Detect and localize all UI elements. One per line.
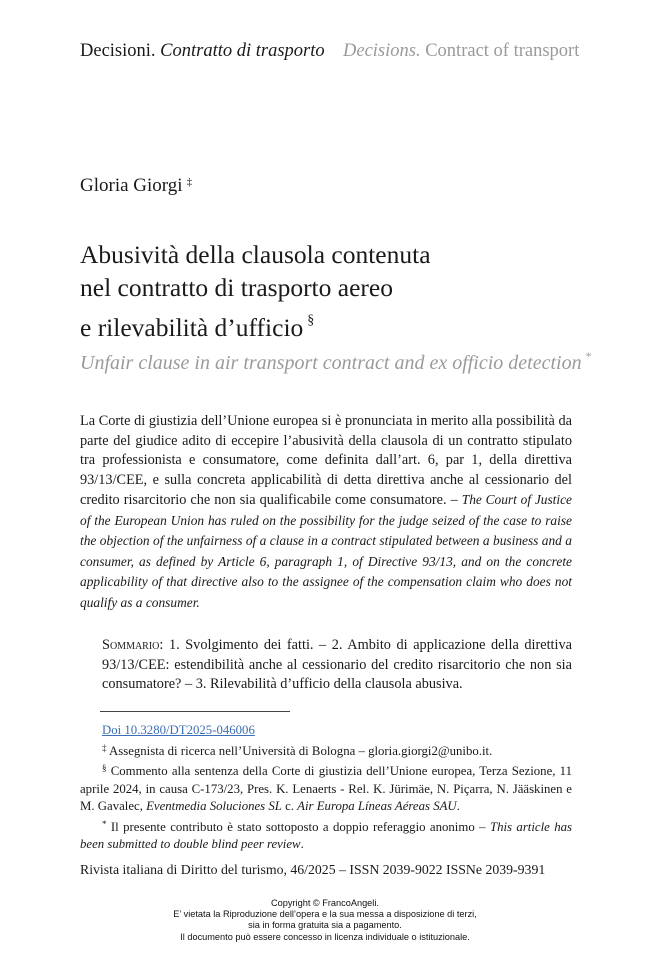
copyright-line: E’ vietata la Riproduzione dell’opera e la sua messa a disposizione di terzi, — [173, 909, 477, 920]
title-line: nel contratto di trasporto aereo — [80, 273, 393, 302]
copyright-line: sia in forma gratuita sia a pagamento. — [248, 920, 402, 931]
footnote-comment-end: . — [456, 799, 460, 813]
article-title — [80, 238, 580, 344]
footnote-author-mark: ‡ — [102, 742, 107, 753]
running-header-left — [80, 41, 325, 62]
copyright-notice — [110, 898, 540, 943]
footnotes — [80, 722, 572, 854]
abstract — [80, 412, 572, 613]
summary-text: : 1. Svolgimento dei fatti. – 2. Ambito di applicazione della direttiva 93/13/CEE: estendibilità anche al cessionario del credito risarcitorio che non sia consumatore? – 3. Rilevabilità d’ufficio della clausola abusiva. — [102, 637, 572, 692]
running-header-right — [343, 41, 579, 62]
subtitle-text: Unfair clause in air transport contract and ex officio detection — [80, 352, 582, 374]
footnote-author-text: Assegnista di ricerca nell’Università di Bologna – gloria.giorgi2@unibo.it. — [109, 743, 493, 758]
party-versus: c. — [285, 799, 294, 813]
header-topic: Contratto di trasporto — [160, 41, 325, 61]
subtitle-footnote-mark: * — [585, 349, 592, 363]
article-subtitle — [80, 349, 592, 375]
summary-label: Sommario — [102, 637, 160, 653]
summary — [102, 636, 572, 695]
footnote-comment — [80, 760, 572, 816]
header-topic-en: Contract of transport — [425, 41, 580, 61]
footnote-review — [80, 816, 572, 854]
title-line-text: e rilevabilità d’ufficio — [80, 313, 304, 342]
party-claimant: Eventmedia Soluciones SL — [146, 799, 282, 813]
copyright-line: Il documento può essere concesso in licenza individuale o istituzionale. — [180, 931, 470, 942]
footnote-review-mark: * — [102, 818, 107, 829]
footnote-divider — [100, 711, 290, 712]
author-name: Gloria Giorgi — [80, 175, 183, 196]
footnote-review-italian: Il presente contributo è stato sottoposto a doppio referaggio anonimo – — [110, 819, 486, 834]
footnote-comment-text: Commento alla sentenza della Corte di giustizia dell’Unione europea, Terza Sezione, 11 aprile 2024, in causa C-173/23, Pres. K. Lenaerts - Rel. K. Jürimäe, N. Piçarra, N. Jääskinen e M. Gavalec, — [80, 764, 573, 813]
title-footnote-mark: § — [307, 313, 315, 328]
header-section-en: Decisions. — [343, 41, 421, 61]
author-footnote-mark: ‡ — [186, 176, 193, 188]
footnote-author — [80, 740, 572, 761]
copyright-line: Copyright © FrancoAngeli. — [271, 898, 379, 908]
author-line — [80, 175, 192, 197]
title-line: Abusività della clausola contenuta — [80, 240, 431, 269]
footnote-comment-mark: § — [102, 763, 107, 773]
footnote-review-end: . — [300, 837, 304, 851]
abstract-english: The Court of Justice of the European Union has ruled on the possibility for the judge seized of the case to raise the objection of the unfairness of a clause in a contract stipulated between a business and a consumer, as defined by Article 6, paragraph 1, of Directive 93/13, and on the concrete applicability of that directive also to the assignee of the compensation claim who does not qualify as a consumer. — [80, 492, 572, 610]
doi-link[interactable]: Doi 10.3280/DT2025-046006 — [102, 723, 255, 737]
header-section: Decisioni. — [80, 41, 156, 61]
party-defendant: Air Europa Líneas Aéreas SAU — [297, 799, 457, 813]
abstract-italian: La Corte di giustizia dell’Unione europea si è pronunciata in merito alla possibilità da parte del giudice adito di eccepire l’abusività della clausola di un contratto stipulato tra professionista e consumatore, come definita dall’art. 6, par 1, della direttiva 93/13/CEE, e sulla concreta applicabilità di detta direttiva anche al cessionario del credito risarcitorio che non sia qualificabile come consumatore. – — [80, 413, 572, 508]
footnote-review-english: This article has been submitted to double blind peer review — [80, 819, 573, 851]
title-line — [80, 304, 580, 344]
journal-citation: Rivista italiana di Diritto del turismo, 46/2025 – ISSN 2039-9022 ISSNe 2039-9391 — [80, 862, 546, 877]
